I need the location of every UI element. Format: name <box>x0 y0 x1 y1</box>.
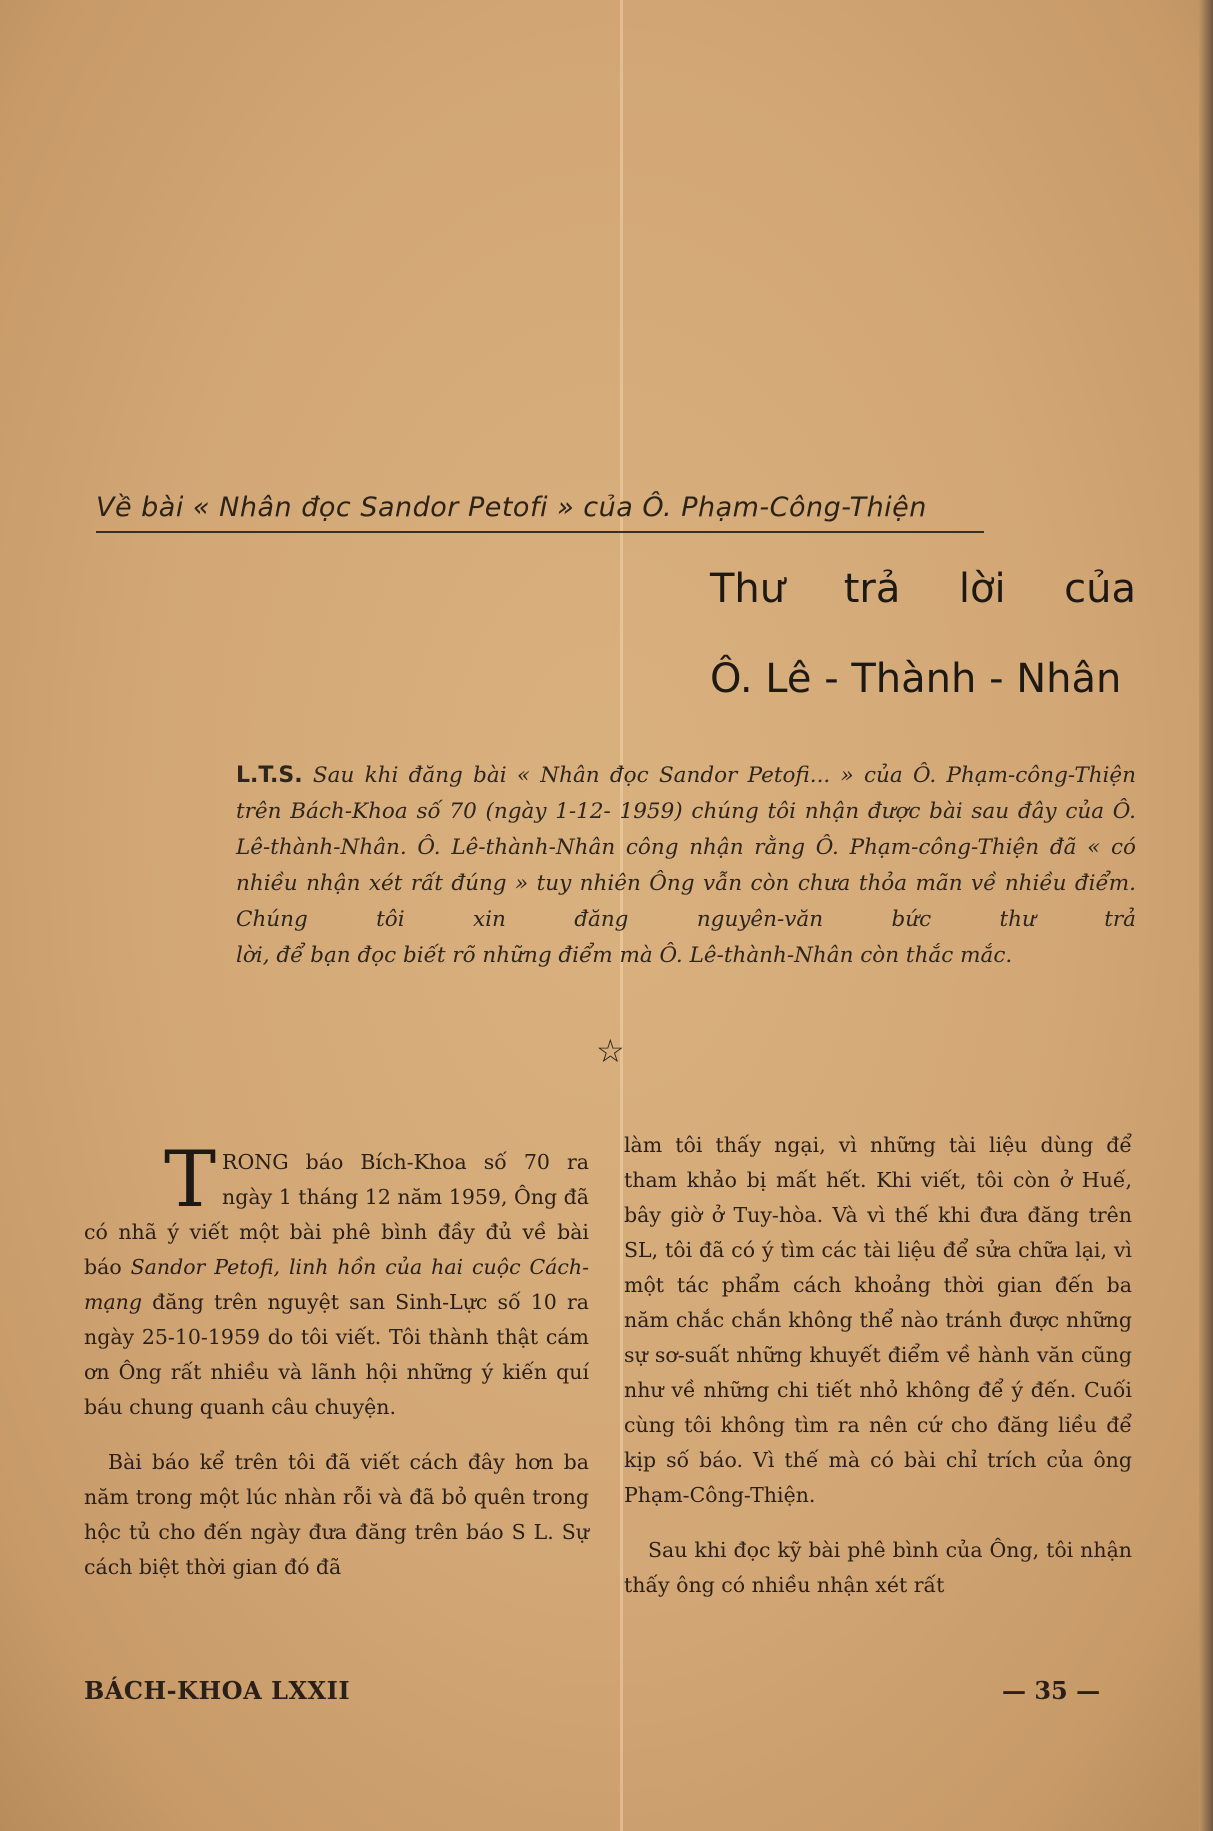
headline-word: Thư <box>710 566 786 612</box>
paragraph: TRONG báo Bích-Khoa số 70 ra ngày 1 tháng 12 năm 1959, Ông đã có nhã ý viết một bài phê bình đầy đủ về bài báo Sandor Petofi, linh hồn của hai cuộc Cách-mạng đăng trên nguyệt san Sinh-Lực số 10 ra ngày 25-10-1959 do tôi viết. Tôi thành thật cám ơn Ông rất nhiều và lãnh hội những ý kiến quí báu chung quanh câu chuyện. <box>84 1135 589 1419</box>
headline-word: của <box>1064 566 1136 612</box>
article-column-right <box>624 1128 1132 1603</box>
headline-word: trả <box>843 566 901 612</box>
cited-title: Sandor Petofi, linh hồn của hai cuộc Cách-mạng <box>84 1255 589 1314</box>
kicker-underline <box>96 531 984 533</box>
page-edge-shadow <box>1199 0 1213 1831</box>
paragraph: Bài báo kể trên tôi đã viết cách đây hơn ba năm trong một lúc nhàn rỗi và đã bỏ quên trong hộc tủ cho đến ngày đưa đăng trên báo S L. Sự cách biệt thời gian đó đã <box>84 1450 589 1579</box>
paragraph: làm tôi thấy ngại, vì những tài liệu dùng để tham khảo bị mất hết. Khi viết, tôi còn ở Huế, bây giờ ở Tuy-hòa. Và vì thế khi đưa đăng trên SL, tôi đã có ý tìm các tài liệu để sửa chữa lại, vì một tác phẩm cách khoảng thời gian đến ba năm chắc chắn không thể nào tránh được những sự sơ-suất những khuyết điểm về hành văn cũng như về những chi tiết nhỏ không để ý đến. Cuối cùng tôi không tìm ra nên cứ cho đăng liều để kịp số báo. Vì thế mà có bài chỉ trích của ông Phạm-Công-Thiện. <box>624 1133 1132 1507</box>
headline-word: lời <box>958 566 1006 612</box>
publication-footer: BÁCH-KHOA LXXII <box>84 1676 351 1705</box>
editor-note-last-line: lời, để bạn đọc biết rõ những điểm mà Ô. Lê-thành-Nhân còn thắc mắc. <box>236 943 1013 968</box>
headline-line-2: Ô. Lê - Thành - Nhân <box>710 656 1122 702</box>
star-separator-icon: ☆ <box>596 1032 625 1070</box>
drop-cap: T <box>164 1135 217 1225</box>
article-column-left <box>84 1135 589 1585</box>
editor-note <box>236 758 1136 974</box>
editor-note-text: Sau khi đăng bài « Nhân đọc Sandor Petofi... » của Ô. Phạm-công-Thiện trên Bách-Khoa số 70 (ngày 1-12- 1959) chúng tôi nhận được bài sau đây của Ô. Lê-thành-Nhân. Ô. Lê-thành-Nhân công nhận rằng Ô. Phạm-công-Thiện đã « có nhiều nhận xét rất đúng » tuy nhiên Ông vẫn còn chưa thỏa mãn về nhiều điểm. Chúng tôi xin đăng nguyên-văn bức thư trả <box>236 763 1136 932</box>
article-kicker: Về bài « Nhân đọc Sandor Petofi » của Ô. Phạm-Công-Thiện <box>96 492 927 523</box>
paragraph: Sau khi đọc kỹ bài phê bình của Ông, tôi nhận thấy ông có nhiều nhận xét rất <box>624 1538 1132 1597</box>
page-number: — 35 — <box>1002 1676 1101 1705</box>
headline-line-1 <box>710 566 1136 612</box>
editor-note-label: L.T.S. <box>236 763 303 788</box>
